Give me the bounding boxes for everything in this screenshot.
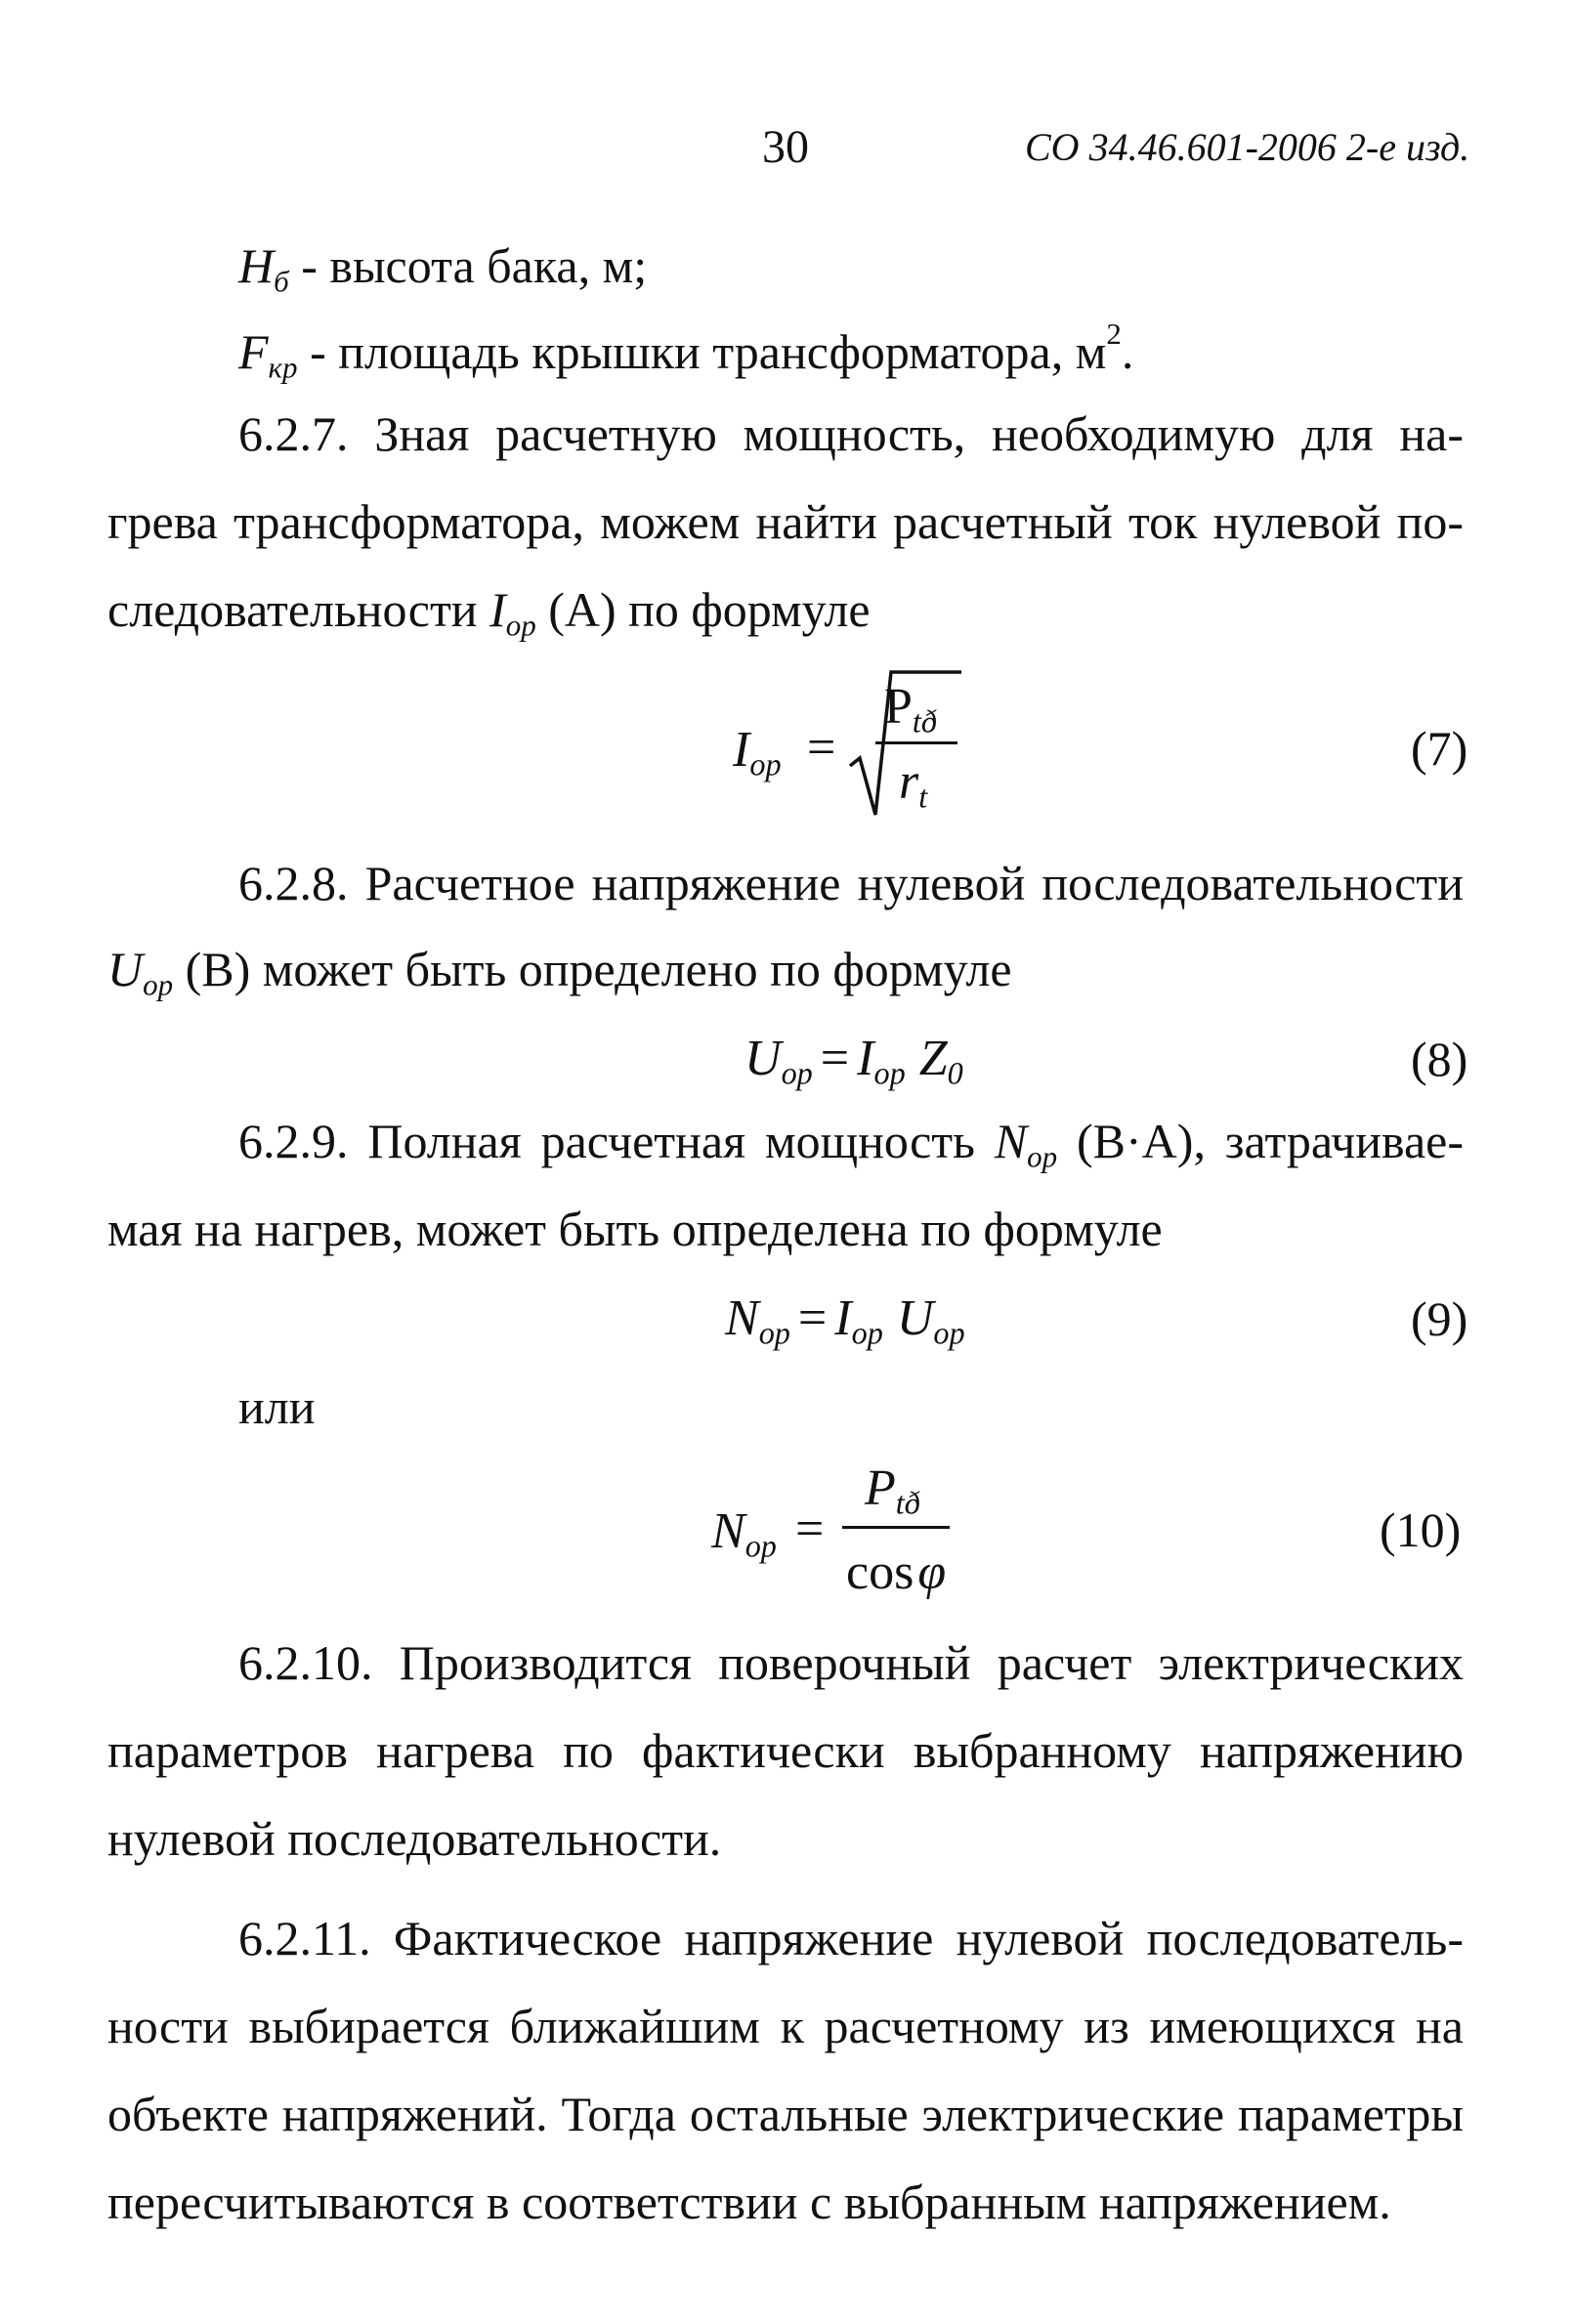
symbol-i: I xyxy=(857,1031,874,1086)
document-id: СО 34.46.601-2006 2-е изд. xyxy=(1025,125,1470,169)
cos-function: cos xyxy=(846,1544,914,1600)
subscript: ор xyxy=(749,746,782,782)
subscript: кр xyxy=(268,350,298,385)
paragraph-6-2-10-line-3: нулевой последовательности. xyxy=(107,1811,722,1866)
eq7-equals: = xyxy=(807,720,836,776)
symbol-u: U xyxy=(896,1290,934,1346)
symbol-n: N xyxy=(725,1290,759,1346)
symbol-n: N xyxy=(994,1114,1028,1168)
symbol-i: I xyxy=(834,1290,852,1346)
paragraph-6-2-7-line-2: грева трансформатора, можем найти расчетный ток нулевой по- xyxy=(107,494,1464,549)
symbol-r: r xyxy=(899,754,919,810)
subscript: tð xyxy=(895,1485,920,1521)
equation-number-7: (7) xyxy=(1411,721,1468,776)
eq7-lhs xyxy=(733,721,782,780)
symbol-f: F xyxy=(238,324,269,379)
subscript: ор xyxy=(143,967,174,1002)
subscript: ор xyxy=(873,1055,906,1091)
symbol-h: H xyxy=(238,238,275,293)
or-word: или xyxy=(238,1379,316,1434)
paragraph-6-2-8-line-1: 6.2.8. Расчетное напряжение нулевой последовательности xyxy=(238,856,1464,910)
eq7-numerator xyxy=(884,678,937,737)
definition-tank-height xyxy=(238,236,648,299)
paragraph-6-2-11-line-4: пересчитываются в соответствии с выбранным напряжением. xyxy=(107,2175,1391,2229)
symbol-z: Z xyxy=(918,1031,948,1086)
subscript: ор xyxy=(505,608,536,643)
subscript: ор xyxy=(933,1315,965,1351)
paragraph-6-2-7-line-1: 6.2.7. Зная расчетную мощность, необходимую для на- xyxy=(238,406,1464,461)
page-number: 30 xyxy=(762,121,809,173)
equation-8 xyxy=(744,1030,963,1091)
paragraph-6-2-10-line-2: параметров нагрева по фактически выбранному напряжению xyxy=(107,1723,1464,1778)
superscript: 2 xyxy=(1106,317,1122,352)
paragraph-6-2-8-line-2 xyxy=(107,940,1012,1002)
paragraph-6-2-9-line-2: мая на нагрев, может быть определена по формуле xyxy=(107,1202,1163,1256)
eq7-denominator xyxy=(899,753,928,815)
eq10-numerator xyxy=(865,1459,920,1521)
equation-number-9: (9) xyxy=(1411,1291,1468,1346)
symbol-n: N xyxy=(711,1503,745,1559)
symbol-u: U xyxy=(744,1031,782,1086)
paragraph-6-2-11-line-3: объекте напряжений. Тогда остальные электрические параметры xyxy=(107,2087,1464,2141)
paragraph-6-2-10-line-1: 6.2.10. Производится поверочный расчет электрических xyxy=(238,1635,1464,1690)
text-segment: (В·А), затрачивае- xyxy=(1057,1114,1464,1168)
definition-cover-area xyxy=(238,317,1134,385)
definition-text: - площадь крышки трансформатора, м xyxy=(297,324,1107,379)
definition-text: - высота бака, м; xyxy=(288,238,648,293)
subscript: ор xyxy=(851,1315,883,1351)
paragraph-6-2-9-line-1 xyxy=(238,1112,1464,1174)
fraction-bar xyxy=(842,1526,950,1529)
symbol-u: U xyxy=(107,942,144,996)
text-segment: 6.2.9. Полная расчетная мощность xyxy=(238,1114,995,1168)
equals-sign: = xyxy=(797,1290,828,1346)
symbol-p: P xyxy=(884,679,913,735)
equals-sign: = xyxy=(820,1031,850,1086)
paragraph-6-2-7-line-3 xyxy=(107,580,871,643)
equation-9 xyxy=(725,1289,965,1351)
definition-tail: . xyxy=(1121,324,1134,379)
text-segment: (В) может быть определено по формуле xyxy=(173,942,1012,996)
subscript: ор xyxy=(744,1528,777,1564)
text-segment: следовательности xyxy=(107,582,490,637)
symbol-i: I xyxy=(733,722,750,778)
subscript: t xyxy=(918,779,928,815)
paragraph-6-2-11-line-2: ности выбирается ближайшим к расчетному из имеющихся на xyxy=(107,1999,1464,2053)
subscript: tð xyxy=(912,703,937,739)
eq10-equals: = xyxy=(795,1501,825,1557)
subscript: ор xyxy=(758,1315,790,1351)
subscript: ор xyxy=(781,1055,813,1091)
paragraph-6-2-11-line-1: 6.2.11. Фактическое напряжение нулевой последователь- xyxy=(238,1911,1464,1965)
subscript: б xyxy=(274,264,289,299)
equation-number-8: (8) xyxy=(1411,1032,1468,1086)
text-segment: (А) по формуле xyxy=(535,582,871,637)
fraction-bar xyxy=(875,741,957,744)
symbol-i: I xyxy=(489,582,506,637)
symbol-p: P xyxy=(865,1460,896,1516)
symbol-phi: φ xyxy=(917,1544,947,1600)
eq10-lhs xyxy=(711,1502,777,1564)
eq10-denominator xyxy=(846,1543,946,1602)
subscript: ор xyxy=(1027,1139,1058,1174)
subscript: 0 xyxy=(947,1055,963,1091)
equation-number-10: (10) xyxy=(1380,1502,1462,1557)
